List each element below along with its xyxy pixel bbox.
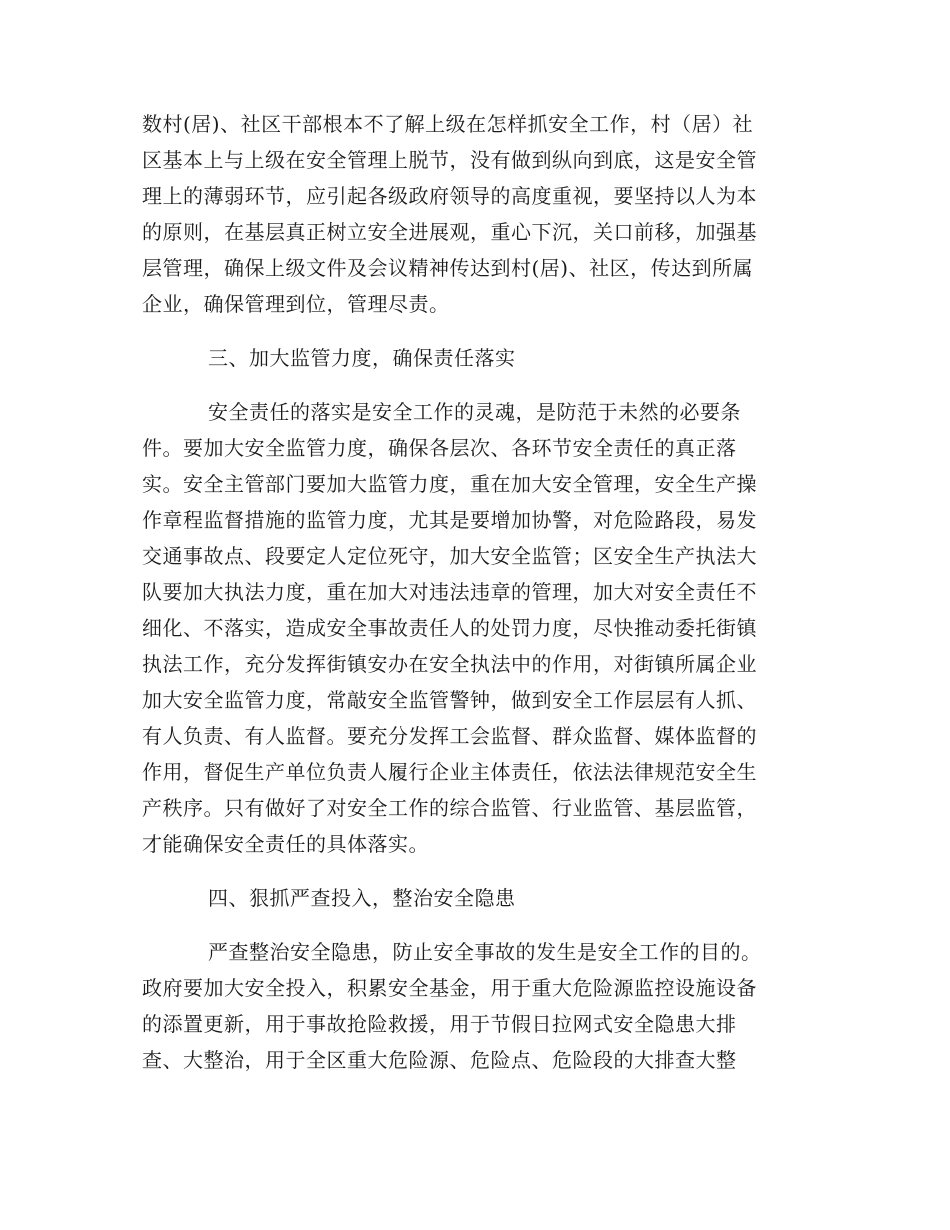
paragraph-line: 才能确保安全责任的具体落实。 [142, 832, 429, 856]
paragraph-line: 企业，确保管理到位，管理尽责。 [142, 292, 450, 316]
paragraph-line: 交通事故点、段要定人定位死守，加大安全监管；区安全生产执法大 [142, 544, 757, 568]
paragraph-line: 执法工作，充分发挥街镇安办在安全执法中的作用，对街镇所属企业 [142, 652, 757, 676]
paragraph-line: 队要加大执法力度，重在加大对违法违章的管理，加大对安全责任不 [142, 580, 757, 604]
paragraph-line: 细化、不落实，造成安全事故责任人的处罚力度，尽快推动委托街镇 [142, 616, 757, 640]
paragraph-line: 安全责任的落实是安全工作的灵魂，是防范于未然的必要条 [208, 400, 741, 424]
paragraph-line: 查、大整治，用于全区重大危险源、危险点、危险段的大排查大整 [142, 1048, 737, 1072]
paragraph-line: 的添置更新，用于事故抢险救援，用于节假日拉网式安全隐患大排 [142, 1012, 737, 1036]
paragraph-line: 的原则，在基层真正树立安全进展观，重心下沉，关口前移，加强基 [142, 220, 757, 244]
paragraph-line: 区基本上与上级在安全管理上脱节，没有做到纵向到底，这是安全管 [142, 148, 757, 172]
paragraph-line: 作章程监督措施的监管力度，尤其是要增加协警，对危险路段，易发 [142, 508, 757, 532]
paragraph-line: 实。安全主管部门要加大监管力度，重在加大安全管理，安全生产操 [142, 472, 757, 496]
paragraph-line: 严查整治安全隐患，防止安全事故的发生是安全工作的目的。 [208, 940, 762, 964]
paragraph-line: 作用，督促生产单位负责人履行企业主体责任，依法法律规范安全生 [142, 760, 757, 784]
paragraph-line: 数村(居)、社区干部根本不了解上级在怎样抓安全工作，村（居）社 [142, 112, 754, 136]
paragraph-line: 层管理，确保上级文件及会议精神传达到村(居)、社区，传达到所属 [142, 256, 754, 280]
paragraph-line: 件。要加大安全监管力度，确保各层次、各环节安全责任的真正落 [142, 436, 737, 460]
paragraph-line: 加大安全监管力度，常敲安全监管警钟，做到安全工作层层有人抓、 [142, 688, 757, 712]
paragraph-line: 有人负责、有人监督。要充分发挥工会监督、群众监督、媒体监督的 [142, 724, 757, 748]
section-heading-3: 三、加大监管力度，确保责任落实 [208, 346, 516, 370]
paragraph-line: 政府要加大安全投入，积累安全基金，用于重大危险源监控设施设备 [142, 976, 757, 1000]
paragraph-line: 产秩序。只有做好了对安全工作的综合监管、行业监管、基层监管， [142, 796, 757, 820]
paragraph-line: 理上的薄弱环节，应引起各级政府领导的高度重视，要坚持以人为本 [142, 184, 757, 208]
section-heading-4: 四、狠抓严查投入，整治安全隐患 [208, 886, 516, 910]
